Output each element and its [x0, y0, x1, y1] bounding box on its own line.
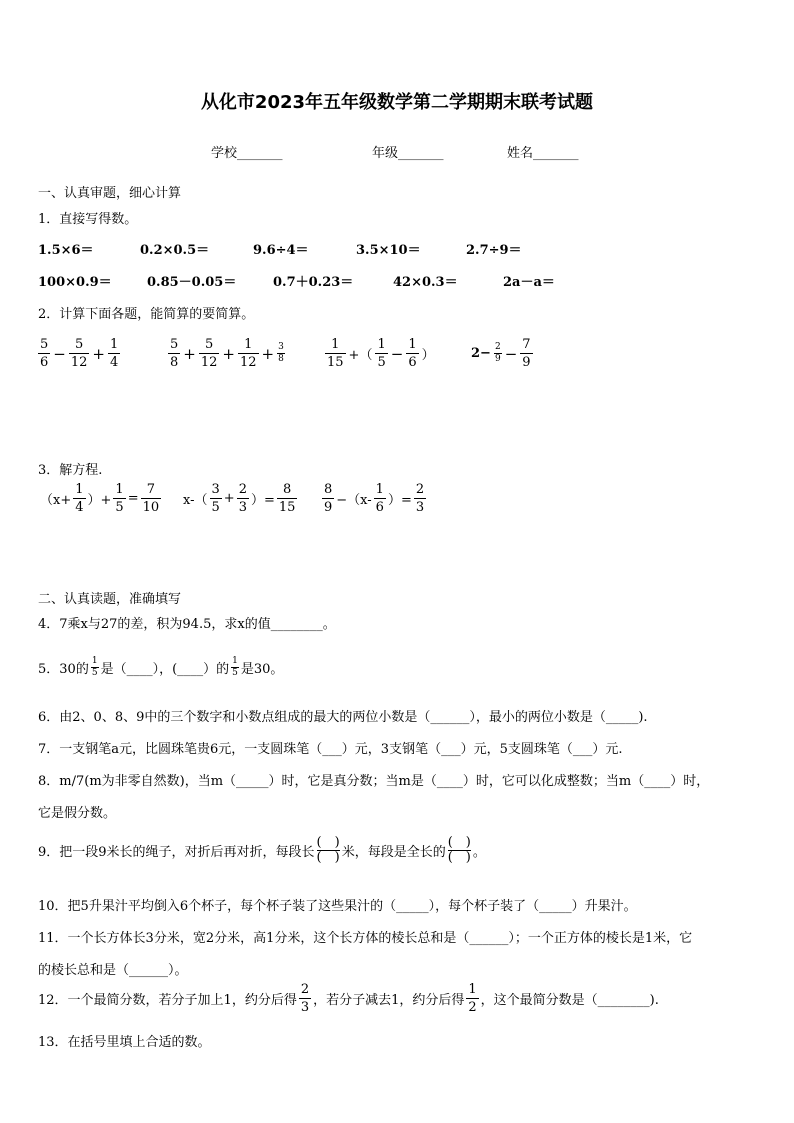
- question-5: [38, 657, 283, 678]
- operator: −: [504, 344, 518, 363]
- numerator: 7: [522, 337, 531, 352]
- operator: +: [261, 344, 275, 363]
- denominator: 15: [278, 500, 296, 515]
- question-11-line-1: 11．一个长方体长3分米，宽2分米，高1分米，这个长方体的棱长总和是（______）；一个正方体的棱长是1米，它: [38, 931, 693, 946]
- question-2-label: 2．计算下面各题，能简算的要简算。: [38, 307, 255, 322]
- numerator: 5: [170, 337, 179, 352]
- expression-4: [470, 338, 535, 369]
- numerator: 5: [40, 337, 49, 352]
- denominator: 12: [239, 355, 257, 370]
- question-8-line-1: 8．m/7(m为非零自然数)，当m（_____）时，它是真分数；当m是（____）时，它可以化成整数；当m（____）时，: [38, 774, 710, 789]
- denominator: 4: [75, 500, 84, 515]
- question-text: ，若分子减去1，约分后得: [313, 993, 465, 1008]
- question-11-line-2: 的棱长总和是（______）。: [38, 963, 188, 978]
- denominator: 6: [40, 355, 49, 370]
- section-2-heading: 二、认真读题，准确填写: [38, 592, 182, 607]
- denominator: 3: [415, 500, 425, 515]
- denominator: 9: [324, 500, 333, 515]
- denominator: 3: [238, 500, 247, 515]
- calc-item: 0.7＋0.23＝: [273, 275, 354, 290]
- numerator: 1: [109, 337, 119, 352]
- denominator: 9: [494, 354, 501, 364]
- denominator: 9: [522, 355, 531, 370]
- denominator: 12: [200, 355, 218, 370]
- numerator: 5: [204, 337, 214, 352]
- denominator: 2: [468, 1000, 477, 1015]
- equation-text: =: [127, 491, 139, 506]
- denominator: 6: [408, 355, 417, 370]
- denominator: 5: [211, 500, 220, 515]
- equation-text: （x+: [40, 493, 72, 508]
- question-12: [38, 983, 659, 1014]
- question-text: 是（____），(____）的: [100, 662, 230, 677]
- section-1-heading: 一、认真审题，细心计算: [38, 186, 182, 201]
- question-text: 是30。: [240, 662, 284, 677]
- equation-3: [320, 483, 428, 514]
- equation-text: ）=: [250, 493, 275, 508]
- operator: −: [53, 344, 66, 363]
- numerator: 1: [115, 482, 124, 497]
- operator: +: [222, 344, 235, 363]
- question-text: 米，每段是全长的: [341, 845, 446, 861]
- numerator: 1: [232, 656, 238, 666]
- denominator: 12: [70, 355, 88, 370]
- operator: 2−: [471, 346, 491, 361]
- question-3-label: 3．解方程.: [38, 463, 103, 478]
- calc-item: 9.6÷4＝: [253, 243, 309, 258]
- operator: −: [390, 344, 404, 363]
- question-6: 6．由2、0、8、9中的三个数字和小数点组成的最大的两位小数是（______），最小的两位小数是（_____).: [38, 710, 648, 725]
- numerator: 1: [468, 982, 477, 997]
- denominator: 15: [327, 355, 344, 370]
- equation-text: +: [223, 491, 235, 506]
- question-13: 13．在括号里填上合适的数。: [38, 1035, 211, 1050]
- equation-text: ）+: [87, 493, 112, 508]
- numerator: 2: [238, 482, 247, 497]
- grade-field: 年级_______: [372, 146, 444, 161]
- operator: +: [183, 344, 196, 363]
- operator: ）: [421, 348, 435, 363]
- numerator: 3: [278, 342, 284, 352]
- calc-item: 0.2×0.5＝: [140, 243, 210, 258]
- question-text: 。: [472, 845, 486, 861]
- denominator: 5: [232, 668, 238, 678]
- numerator: 1: [408, 337, 417, 352]
- denominator: 8: [170, 355, 179, 370]
- operator: +（: [348, 348, 373, 363]
- numerator: 3: [211, 482, 220, 497]
- question-7: 7．一支钢笔a元，比圆珠笔贵6元，一支圆珠笔（___）元，3支钢笔（___）元，5支圆珠笔（___）元.: [38, 742, 623, 757]
- question-10: 10．把5升果汁平均倒入6个杯子，每个杯子装了这些果汁的（_____），每个杯子装了（_____）升果汁。: [38, 899, 637, 914]
- expression-3: [323, 338, 436, 369]
- school-field: 学校_______: [211, 146, 283, 161]
- numerator: 5: [74, 337, 84, 352]
- equation-2: [183, 483, 299, 514]
- numerator: 1: [331, 337, 340, 352]
- question-1-label: 1．直接写得数。: [38, 212, 138, 227]
- denominator: 4: [109, 355, 119, 370]
- denominator: 5: [377, 355, 386, 370]
- numerator: 1: [377, 337, 386, 352]
- question-text: 5．30的: [38, 662, 89, 677]
- numerator: 1: [91, 656, 98, 666]
- equation-text: ）=: [387, 493, 412, 508]
- blank-numerator[interactable]: ( ): [447, 835, 471, 850]
- numerator: 8: [324, 482, 333, 497]
- calc-item: 100×0.9＝: [38, 275, 112, 290]
- denominator: 5: [91, 668, 98, 678]
- question-4: 4．7乘x与27的差，积为94.5，求x的值________。: [38, 617, 336, 632]
- numerator: 2: [415, 482, 425, 497]
- blank-numerator[interactable]: ( ): [316, 835, 340, 850]
- blank-denominator[interactable]: ( ): [316, 850, 340, 866]
- numerator: 7: [146, 482, 156, 497]
- numerator: 1: [75, 482, 84, 497]
- question-8-line-2: 它是假分数。: [38, 806, 117, 821]
- denominator: 6: [375, 500, 384, 515]
- question-9: [38, 836, 486, 866]
- page-title: 从化市2023年五年级数学第二学期期末联考试题: [200, 92, 594, 113]
- blank-denominator[interactable]: ( ): [447, 850, 471, 866]
- question-text: 9．把一段9米长的绳子，对折后再对折，每段长: [38, 845, 315, 861]
- calc-item: 2a－a＝: [503, 275, 555, 290]
- denominator: 5: [115, 500, 124, 515]
- question-text: ，这个最简分数是（________).: [480, 993, 659, 1008]
- calc-item: 1.5×6＝: [38, 243, 94, 258]
- name-field: 姓名_______: [507, 146, 579, 161]
- numerator: 1: [244, 337, 253, 352]
- denominator: 8: [278, 354, 284, 364]
- numerator: 2: [300, 982, 310, 997]
- expression-1: [36, 338, 122, 369]
- equation-text: x-（: [183, 493, 208, 508]
- calc-item: 42×0.3＝: [393, 275, 458, 290]
- calc-item: 0.85－0.05＝: [147, 275, 237, 290]
- denominator: 10: [142, 500, 160, 515]
- calc-item: 2.7÷9＝: [466, 243, 522, 258]
- denominator: 3: [300, 1000, 310, 1015]
- equation-1: [40, 483, 163, 514]
- equation-text: −（x-: [336, 493, 372, 508]
- numerator: 1: [375, 482, 384, 497]
- expression-2: [166, 338, 287, 369]
- numerator: 2: [494, 342, 501, 352]
- calc-item: 3.5×10＝: [356, 243, 421, 258]
- numerator: 8: [283, 482, 292, 497]
- question-text: 12．一个最简分数，若分子加上1，约分后得: [38, 993, 297, 1008]
- operator: +: [92, 344, 105, 363]
